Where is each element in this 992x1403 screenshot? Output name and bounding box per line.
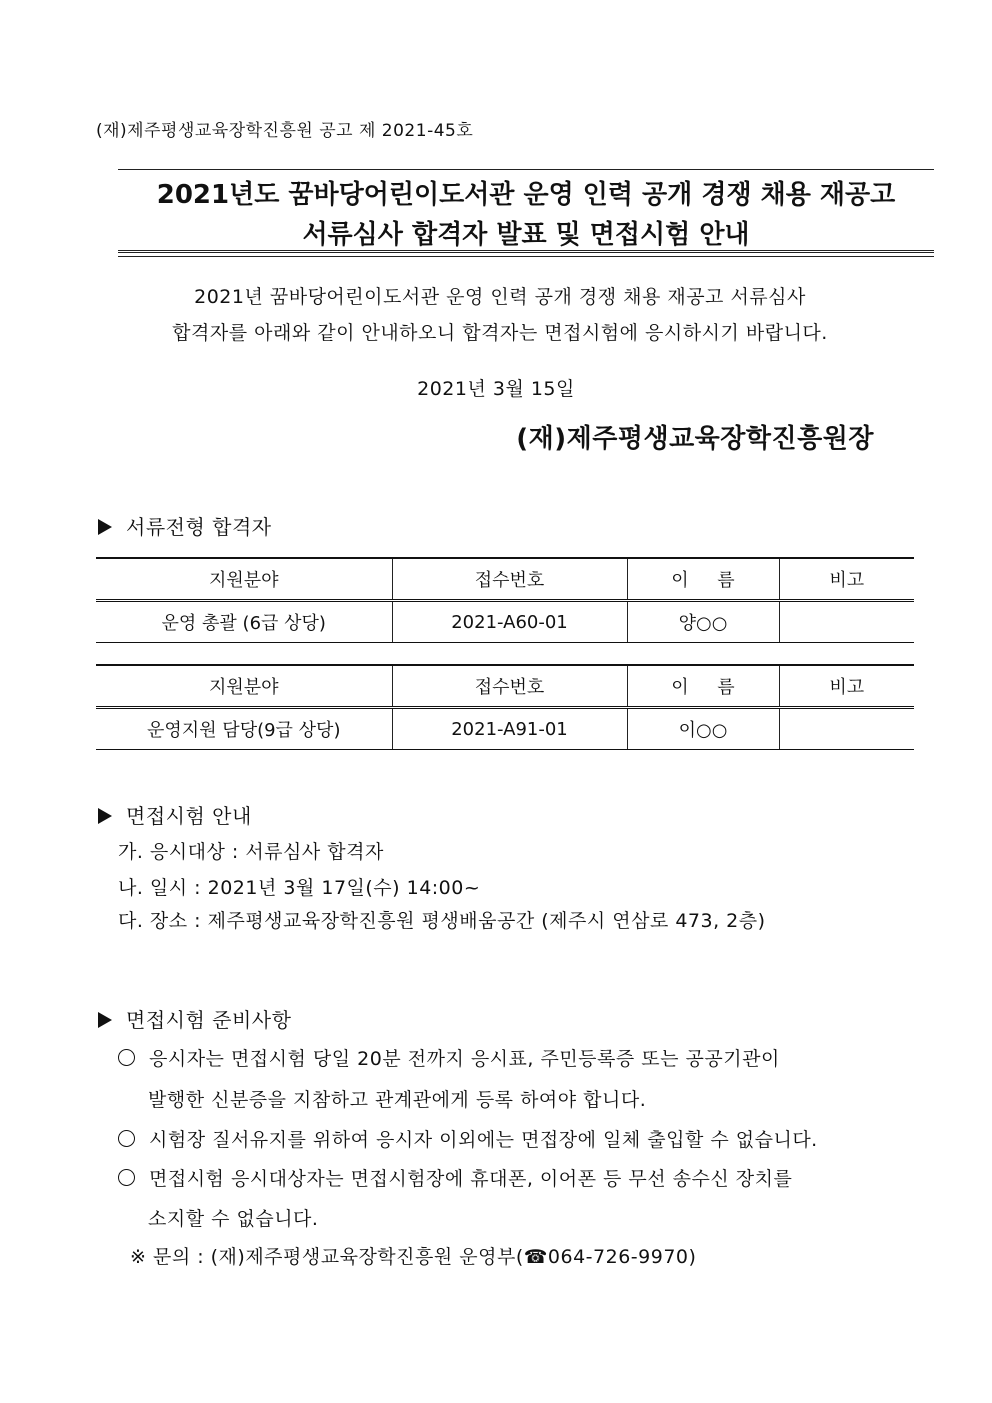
notice-date: 2021년 3월 15일 [417,378,575,400]
issuer-name: (재)제주평생교육장학진흥원장 [516,424,874,454]
prep-item-2 [118,1125,818,1152]
column-header: 이 름 [627,665,779,708]
interview-location: 다. 장소 : 제주평생교육장학진흥원 평생배움공간 (제주시 연삼로 473, 2층) [118,910,766,932]
prep-item-3 [118,1164,792,1191]
field-cell: 운영지원 담당(9급 상당) [96,708,392,750]
section-heading-interview [98,800,252,829]
field-cell: 운영 총괄 (6급 상당) [96,601,392,643]
intro-line2: 합격자를 아래와 같이 안내하오니 합격자는 면접시험에 응시하시기 바랍니다. [172,322,828,344]
results-table-1 [96,557,914,643]
column-header: 이 름 [627,558,779,601]
triangle-bullet-icon [98,1012,112,1028]
name-cell: 이○○ [627,708,779,750]
triangle-bullet-icon [98,519,112,535]
circle-bullet-icon [118,1130,135,1147]
circle-bullet-icon [118,1169,135,1186]
note-cell [779,708,914,750]
interview-target: 가. 응시대상 : 서류심사 합격자 [118,841,384,863]
receipt-number-cell: 2021-A60-01 [392,601,627,643]
prep-item-3-continued: 소지할 수 없습니다. [148,1208,319,1230]
section-heading-text: 서류전형 합격자 [126,515,272,539]
notice-number: (재)제주평생교육장학진흥원 공고 제 2021-45호 [96,121,474,141]
interview-datetime: 나. 일시 : 2021년 3월 17일(수) 14:00~ [118,877,481,899]
results-table-2 [96,664,914,750]
note-cell [779,601,914,643]
contact-info: ※ 문의 : (재)제주평생교육장학진흥원 운영부(☎064-726-9970) [130,1246,697,1268]
name-cell: 양○○ [627,601,779,643]
section-heading-text: 면접시험 준비사항 [126,1008,292,1032]
section-heading-document-screening [98,511,272,540]
intro-line1: 2021년 꿈바당어린이도서관 운영 인력 공개 경쟁 채용 재공고 서류심사 [194,286,806,308]
prep-item-1 [118,1044,780,1071]
column-header: 비고 [779,665,914,708]
table-row [96,708,914,750]
triangle-bullet-icon [98,808,112,824]
prep-item-text: 시험장 질서유지를 위하여 응시자 이외에는 면접장에 일체 출입할 수 없습니다. [149,1129,818,1151]
page-title-line1: 2021년도 꿈바당어린이도서관 운영 인력 공개 경쟁 채용 재공고 [156,180,896,210]
title-bottom-rule [118,250,934,257]
receipt-number-cell: 2021-A91-01 [392,708,627,750]
section-heading-preparation [98,1004,291,1033]
prep-item-text: 응시자는 면접시험 당일 20분 전까지 응시표, 주민등록증 또는 공공기관이 [149,1048,780,1070]
title-top-rule [118,169,934,170]
prep-item-1-continued: 발행한 신분증을 지참하고 관계관에게 등록 하여야 합니다. [148,1089,647,1111]
table-header-row [96,558,914,601]
section-heading-text: 면접시험 안내 [126,804,252,828]
circle-bullet-icon [118,1049,135,1066]
table-header-row [96,665,914,708]
prep-item-text: 면접시험 응시대상자는 면접시험장에 휴대폰, 이어폰 등 무선 송수신 장치를 [149,1168,793,1190]
column-header: 지원분야 [96,558,392,601]
column-header: 접수번호 [392,558,627,601]
table-row [96,601,914,643]
column-header: 비고 [779,558,914,601]
column-header: 접수번호 [392,665,627,708]
page-title-line2: 서류심사 합격자 발표 및 면접시험 안내 [302,220,750,250]
column-header: 지원분야 [96,665,392,708]
